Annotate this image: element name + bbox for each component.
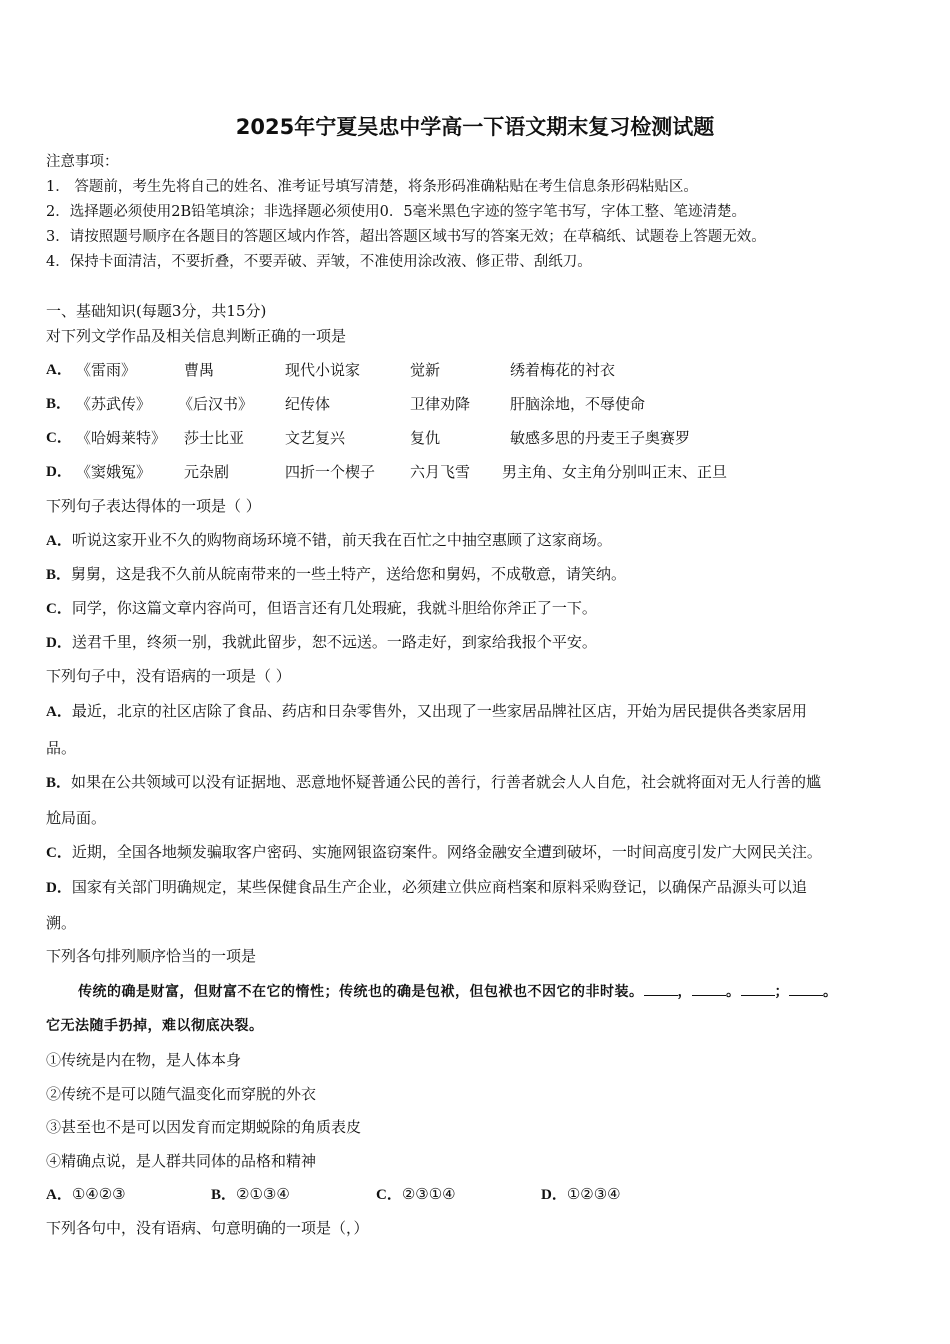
q1-author: 曹禺 [184,361,215,379]
option-letter: C． [46,430,72,446]
choice-text: ①②③④ [566,1185,621,1203]
question-stem: 下列句子中，没有语病的一项是（ ） [46,667,291,685]
answer-blank [692,981,726,996]
option-letter: D． [46,635,72,651]
option-letter: B． [46,396,72,412]
sentence-item: ③甚至也不是可以因发育而定期蜕除的角质表皮 [46,1118,362,1136]
page-title: 2025年宁夏吴忠中学高一下语文期末复习检测试题 [235,115,715,139]
q1-work: 《窦娥冤》 [76,463,152,481]
q1-genre: 纪传体 [285,395,331,413]
q1-author: 莎士比亚 [184,429,245,447]
blank-separator: ， [677,984,692,1000]
q1-author: 元杂剧 [184,463,230,481]
option-d [46,632,597,653]
option-continuation: 尬局面。 [46,809,107,827]
passage-line-2: 它无法随手扔掉，难以彻底决裂。 [46,1018,264,1034]
option-text: 如果在公共领域可以没有证据地、恶意地怀疑普通公民的善行，行善者就会人人自危，社会就将面对无人行善的尴 [71,773,822,791]
choice-text: ②③①④ [401,1185,456,1203]
option-b [46,772,821,793]
q1-genre: 四折一个楔子 [285,463,376,481]
question-stem: 下列句子表达得体的一项是（ ） [46,497,261,515]
passage-text: 传统的确是财富，但财富不在它的惰性；传统也的确是包袱，但包袱也不因它的非时装。 [78,984,644,1000]
option-letter: D． [541,1187,567,1203]
q1-desc: 绣着梅花的衬衣 [510,361,616,379]
q1-work: 《雷雨》 [76,361,137,379]
option-a [46,530,612,551]
notes-heading: 注意事项： [46,154,119,170]
choice-d [541,1184,621,1205]
q1-term: 复仇 [410,429,441,447]
question-stem: 对下列文学作品及相关信息判断正确的一项是 [46,327,347,345]
option-text: 最近，北京的社区店除了食品、药店和日杂零售外，又出现了一些家居品牌社区店，开始为居民提供各类家居用 [71,702,807,720]
section-heading: 一、基础知识(每题3分，共15分) [46,302,267,320]
q1-desc: 男主角、女主角分别叫正末、正旦 [502,463,728,481]
option-letter: B． [46,567,72,583]
option-letter: D． [46,464,72,480]
option-c [46,842,822,863]
option-continuation: 溯。 [46,914,77,932]
notes-item: 3．请按照题号顺序在各题目的答题区域内作答，超出答题区域书写的答案无效；在草稿纸、试题卷上答题无效。 [46,229,766,245]
question-stem: 下列各句中，没有语病、句意明确的一项是（，） [46,1219,369,1237]
choice-text: ②①③④ [236,1185,290,1203]
choice-c [376,1184,456,1205]
blank-separator: 。 [726,984,741,1000]
option-text: 听说这家开业不久的购物商场环境不错，前天我在百忙之中抽空惠顾了这家商场。 [71,531,612,549]
option-text: 近期，全国各地频发骗取客户密码、实施网银盗窃案件。网络金融安全遭到破坏，一时间高度引发广大网民关注。 [71,843,822,861]
q1-desc: 肝脑涂地，不辱使命 [510,395,646,413]
option-text: 舅舅，这是我不久前从皖南带来的一些土特产，送给您和舅妈，不成敬意，请笑纳。 [71,565,627,583]
option-b [46,564,626,585]
q1-desc: 敏感多思的丹麦王子奥赛罗 [510,429,691,447]
q1-term: 卫律劝降 [410,395,471,413]
q1-work: 《苏武传》 [76,395,152,413]
choice-text: ①④②③ [71,1185,126,1203]
q1-term: 觉新 [410,361,441,379]
option-letter: C． [46,601,72,617]
option-text: 同学，你这篇文章内容尚可，但语言还有几处瑕疵，我就斗胆给你斧正了一下。 [71,599,597,617]
notes-item: 1． 答题前，考生先将自己的姓名、准考证号填写清楚，将条形码准确粘贴在考生信息条形码粘贴区。 [46,179,698,195]
notes-item: 2．选择题必须使用2B铅笔填涂；非选择题必须使用0．5毫米黑色字迹的签字笔书写，字体工整、笔迹清楚。 [46,204,747,220]
option-letter: D． [46,880,72,896]
option-letter: A． [46,1187,72,1203]
passage-line-1 [78,981,838,1002]
choice-a [46,1184,126,1205]
answer-blank [789,981,823,996]
answer-blank [644,981,678,996]
q1-genre: 现代小说家 [285,361,361,379]
option-text: 国家有关部门明确规定，某些保健食品生产企业，必须建立供应商档案和原料采购登记，以确保产品源头可以追 [71,878,807,896]
blank-separator: ； [774,984,789,1000]
option-letter: A． [46,533,72,549]
option-text: 送君千里，终须一别，我就此留步，恕不远送。一路走好，到家给我报个平安。 [71,633,597,651]
choice-b [211,1184,290,1205]
notes-item: 4．保持卡面清洁，不要折叠，不要弄破、弄皱，不准使用涂改液、修正带、刮纸刀。 [46,254,592,270]
q1-genre: 文艺复兴 [285,429,346,447]
option-letter: C． [46,845,72,861]
option-continuation: 品。 [46,739,77,757]
option-a [46,701,807,722]
option-letter: B． [211,1187,237,1203]
sentence-item: ④精确点说，是人群共同体的品格和精神 [46,1152,317,1170]
option-c [46,598,597,619]
option-d [46,877,807,898]
blank-separator: 。 [823,984,838,1000]
sentence-item: ①传统是内在物，是人体本身 [46,1051,242,1069]
option-letter: B． [46,775,72,791]
question-stem: 下列各句排列顺序恰当的一项是 [46,947,257,965]
q1-work: 《哈姆莱特》 [76,429,167,447]
option-letter: C． [376,1187,402,1203]
q1-term: 六月飞雪 [410,463,471,481]
q1-author: 《后汉书》 [178,395,254,413]
option-letter: A． [46,704,72,720]
sentence-item: ②传统不是可以随气温变化而穿脱的外衣 [46,1085,317,1103]
answer-blank [741,981,775,996]
option-letter: A． [46,362,72,378]
